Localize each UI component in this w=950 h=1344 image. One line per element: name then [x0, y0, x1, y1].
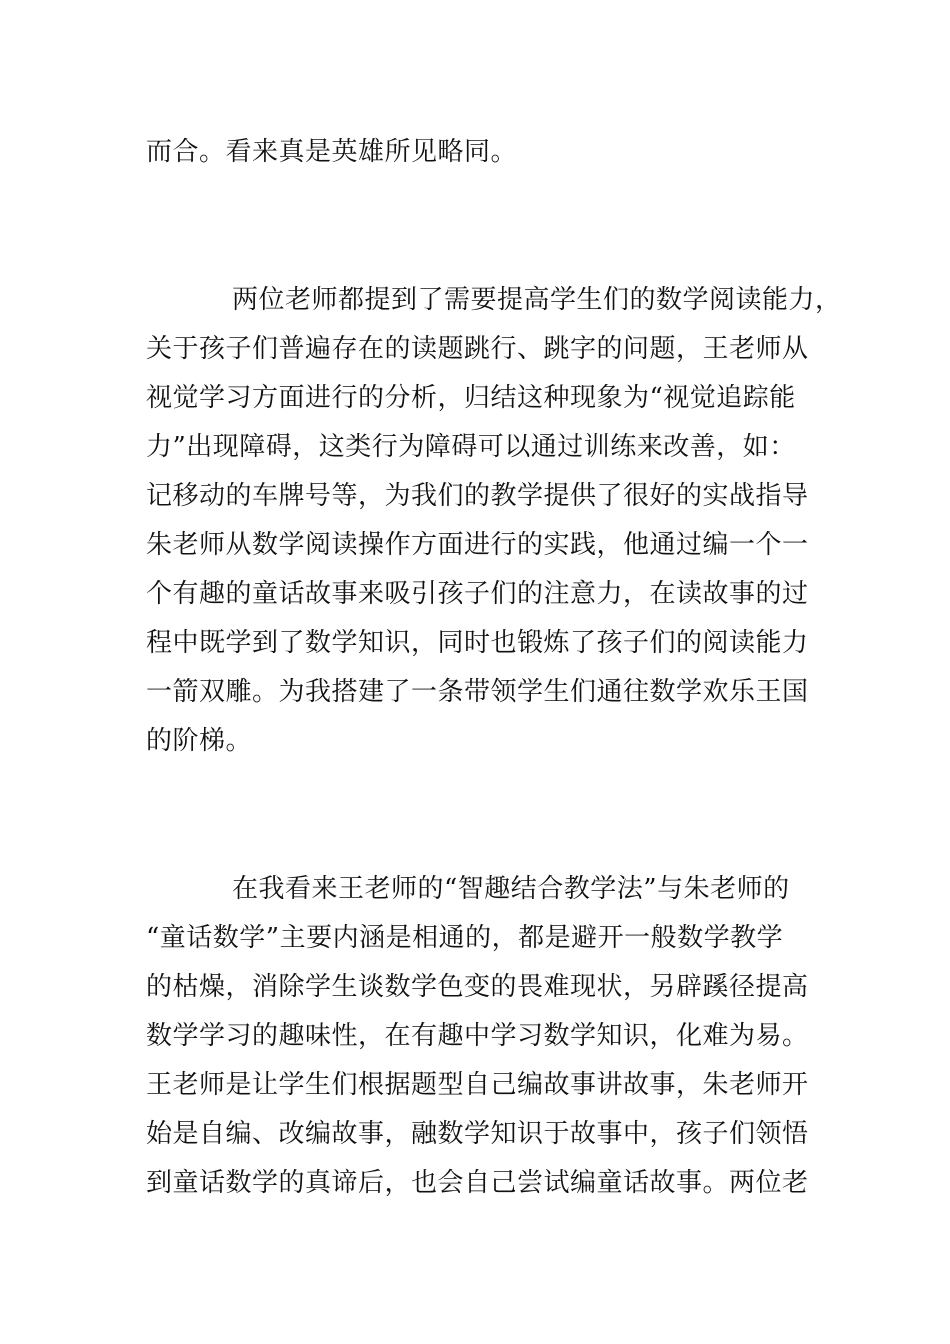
paragraph-3-line-2: “童话数学”主要内涵是相通的，都是避开一般数学教学 [146, 923, 784, 953]
paragraph-2-line-7: 个有趣的童话故事来吸引孩子们的注意力，在读故事的过 [146, 579, 809, 609]
paragraph-3-line-6: 始是自编、改编故事，融数学知识于故事中，孩子们领悟 [146, 1119, 809, 1149]
paragraph-2-line-2: 关于孩子们普遍存在的读题跳行、跳字的问题，王老师从 [146, 334, 809, 364]
paragraph-3-line-1: 在我看来王老师的“智趣结合教学法”与朱老师的 [232, 874, 790, 904]
paragraph-3-line-7: 到童话数学的真谛后，也会自己尝试编童话故事。两位老 [146, 1168, 809, 1198]
paragraph-2-line-9: 一箭双雕。为我搭建了一条带领学生们通往数学欢乐王国 [146, 677, 809, 707]
paragraph-2-line-1: 两位老师都提到了需要提高学生们的数学阅读能力， [232, 285, 842, 315]
paragraph-3-line-3: 的枯燥，消除学生谈数学色变的畏难现状，另辟蹊径提高 [146, 972, 809, 1002]
paragraph-3-line-4: 数学学习的趣味性，在有趣中学习数学知识，化难为易。 [146, 1021, 809, 1051]
paragraph-2-line-6: 朱老师从数学阅读操作方面进行的实践，他通过编一个一 [146, 530, 809, 560]
paragraph-2-line-4: 力”出现障碍，这类行为障碍可以通过训练来改善，如： [146, 432, 796, 462]
paragraph-2-line-3: 视觉学习方面进行的分析，归结这种现象为“视觉追踪能 [146, 383, 796, 413]
paragraph-2-line-10: 的阶梯。 [146, 726, 253, 756]
paragraph-2-line-5: 记移动的车牌号等，为我们的教学提供了很好的实战指导 [146, 481, 809, 511]
paragraph-2-line-8: 程中既学到了数学知识，同时也锻炼了孩子们的阅读能力 [146, 628, 809, 658]
paragraph-3-line-5: 王老师是让学生们根据题型自己编故事讲故事，朱老师开 [146, 1070, 809, 1100]
paragraph-1-line-1: 而合。看来真是英雄所见略同。 [146, 137, 518, 167]
